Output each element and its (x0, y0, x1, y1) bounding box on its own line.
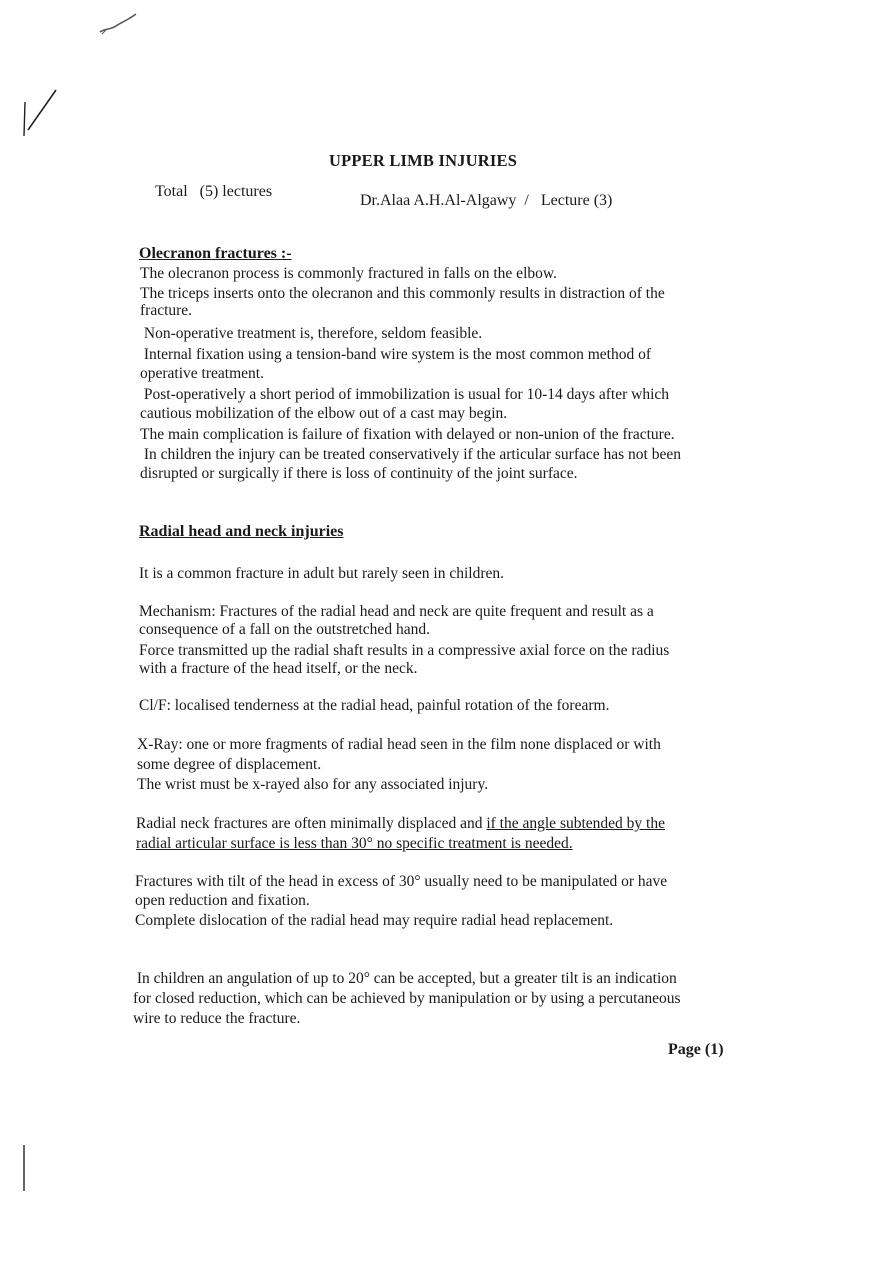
page-title: UPPER LIMB INJURIES (329, 151, 518, 170)
olecranon-line: In children the injury can be treated conservatively if the articular surface has not been (140, 446, 681, 463)
olecranon-heading: Olecranon fractures :- (139, 245, 292, 262)
mechanism-line: Mechanism: Fractures of the radial head and neck are quite frequent and result as a (139, 603, 654, 620)
radial-neck-text: Radial neck fractures are often minimally displaced and (136, 815, 487, 832)
children-line: for closed reduction, which can be achieved by manipulation or by using a percutaneous (133, 990, 681, 1007)
olecranon-line: Internal fixation using a tension-band wire system is the most common method of (140, 346, 651, 363)
total-lectures: Total (5) lectures (155, 183, 273, 200)
radial-heading: Radial head and neck injuries (139, 523, 344, 540)
radial-intro: It is a common fracture in adult but rarely seen in children. (139, 565, 504, 582)
tilt-line: open reduction and fixation. (135, 892, 310, 909)
radial-neck-line (136, 815, 665, 832)
children-line: In children an angulation of up to 20° can be accepted, but a greater tilt is an indication (133, 970, 677, 987)
author-lecture: Dr.Alaa A.H.Al-Algawy / Lecture (3) (360, 192, 613, 209)
radial-neck-underlined: if the angle subtended by the (486, 815, 665, 832)
olecranon-line: disrupted or surgically if there is loss of continuity of the joint surface. (140, 465, 578, 482)
olecranon-line: The triceps inserts onto the olecranon and this commonly results in distraction of the (140, 285, 665, 302)
mechanism-line: consequence of a fall on the outstretched hand. (139, 621, 430, 638)
olecranon-line: Post-operatively a short period of immobilization is usual for 10-14 days after which (140, 386, 670, 403)
radial-neck-underlined: radial articular surface is less than 30° no specific treatment is needed. (136, 835, 573, 852)
pen-scribble-mark (96, 8, 146, 38)
xray-line: X-Ray: one or more fragments of radial head seen in the film none displaced or with (137, 736, 661, 753)
olecranon-line: The main complication is failure of fixation with delayed or non-union of the fracture. (140, 426, 675, 443)
xray-line: some degree of displacement. (137, 756, 322, 773)
olecranon-line: fracture. (140, 302, 193, 319)
tilt-line: Fractures with tilt of the head in excess of 30° usually need to be manipulated or have (135, 873, 668, 890)
olecranon-line: Non-operative treatment is, therefore, seldom feasible. (140, 325, 483, 342)
olecranon-line: The olecranon process is commonly fractured in falls on the elbow. (140, 265, 557, 282)
scan-slash-mark (20, 88, 60, 140)
page-number: Page (1) (668, 1041, 724, 1058)
tilt-line: Complete dislocation of the radial head may require radial head replacement. (135, 912, 614, 929)
children-line: wire to reduce the fracture. (133, 1010, 301, 1027)
scan-edge-line (21, 1145, 27, 1191)
olecranon-line: cautious mobilization of the elbow out of a cast may begin. (140, 405, 508, 422)
clinical-features: Cl/F: localised tenderness at the radial head, painful rotation of the forearm. (139, 697, 610, 714)
mechanism-line: with a fracture of the head itself, or the neck. (139, 660, 418, 677)
olecranon-line: operative treatment. (140, 365, 264, 382)
xray-line: The wrist must be x-rayed also for any associated injury. (137, 776, 489, 793)
mechanism-line: Force transmitted up the radial shaft results in a compressive axial force on the radius (139, 642, 670, 659)
